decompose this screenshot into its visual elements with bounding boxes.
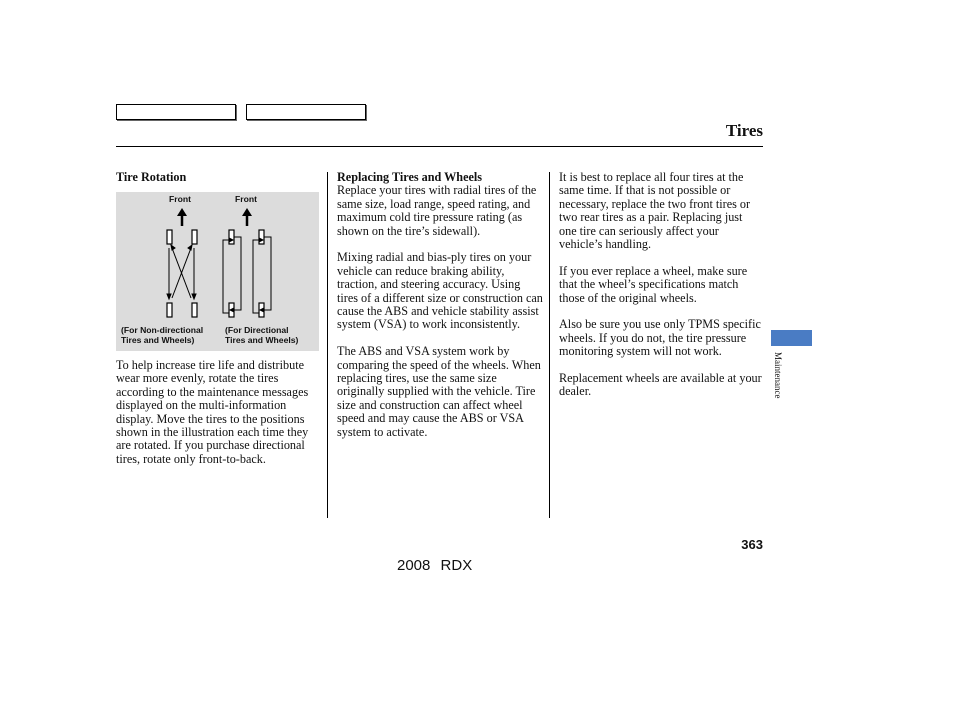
front-label-left: Front <box>169 194 191 204</box>
caption-nondirectional: (For Non-directional Tires and Wheels) <box>121 325 204 345</box>
paragraph: The ABS and VSA system work by comparing the speed of the wheels. When replacing tires, use the same size originally supplied with the vehicle. Tire size and construction can affect wheel speed and may cause the ABS or VSA system to activate. <box>337 344 541 439</box>
tire-rotation-paragraph: To help increase tire life and distribute wear more evenly, rotate the tires according to the maintenance messages displayed on the multi-information display. Move the tires to the positions shown in the illustration each time they are rotated. If you purchase directional tires, rotate only front-to-back. <box>116 358 309 466</box>
tire-rotation-figure <box>116 192 319 351</box>
column-divider-2 <box>549 172 550 518</box>
front-back-rotation-arrows <box>223 237 271 313</box>
front-arrow-icon <box>177 208 187 226</box>
caption-directional: (For Directional Tires and Wheels) <box>225 325 299 345</box>
column-3 <box>559 171 763 412</box>
page-number: 363 <box>741 537 763 552</box>
title-rule <box>116 146 763 147</box>
front-label-right: Front <box>235 194 257 204</box>
paragraph: It is best to replace all four tires at the same time. If that is not possible or necessary, replace the two front tires or two rear tires as a pair. Replacing just one tire can seriously affect your vehicle’s handling. <box>559 170 751 252</box>
paragraph: Mixing radial and bias-ply tires on your vehicle can reduce braking ability, traction, and steering accuracy. Using tires of a different size or construction can cause the ABS and vehicle stability assist system (VSA) to work inconsistently. <box>337 250 543 332</box>
page-title: Tires <box>725 121 763 140</box>
paragraph: Replace your tires with radial tires of the same size, load range, speed rating, and maximum cold tire pressure rating (as shown on the tire’s sidewall). <box>337 183 537 238</box>
cross-rotation-arrows <box>167 245 196 299</box>
paragraph: Replacement wheels are available at your dealer. <box>559 371 762 399</box>
column-2 <box>337 171 544 452</box>
nav-button-1[interactable] <box>116 104 236 120</box>
nav-button-2[interactable] <box>246 104 366 120</box>
footer-model: 2008 RDX <box>397 557 473 574</box>
paragraph: Also be sure you use only TPMS specific wheels. If you do not, the tire pressure monitoring system will not work. <box>559 317 761 359</box>
section-tab[interactable] <box>771 330 812 346</box>
tire-rotation-heading: Tire Rotation <box>116 170 187 184</box>
section-label: Maintenance <box>773 352 783 399</box>
tire-icon <box>229 230 264 317</box>
column-divider-1 <box>327 172 328 518</box>
replacing-tires-heading: Replacing Tires and Wheels <box>337 170 483 184</box>
front-arrow-icon <box>242 208 252 226</box>
paragraph: If you ever replace a wheel, make sure that the wheel’s specifications match those of the original wheels. <box>559 263 748 305</box>
column-1 <box>116 171 318 184</box>
